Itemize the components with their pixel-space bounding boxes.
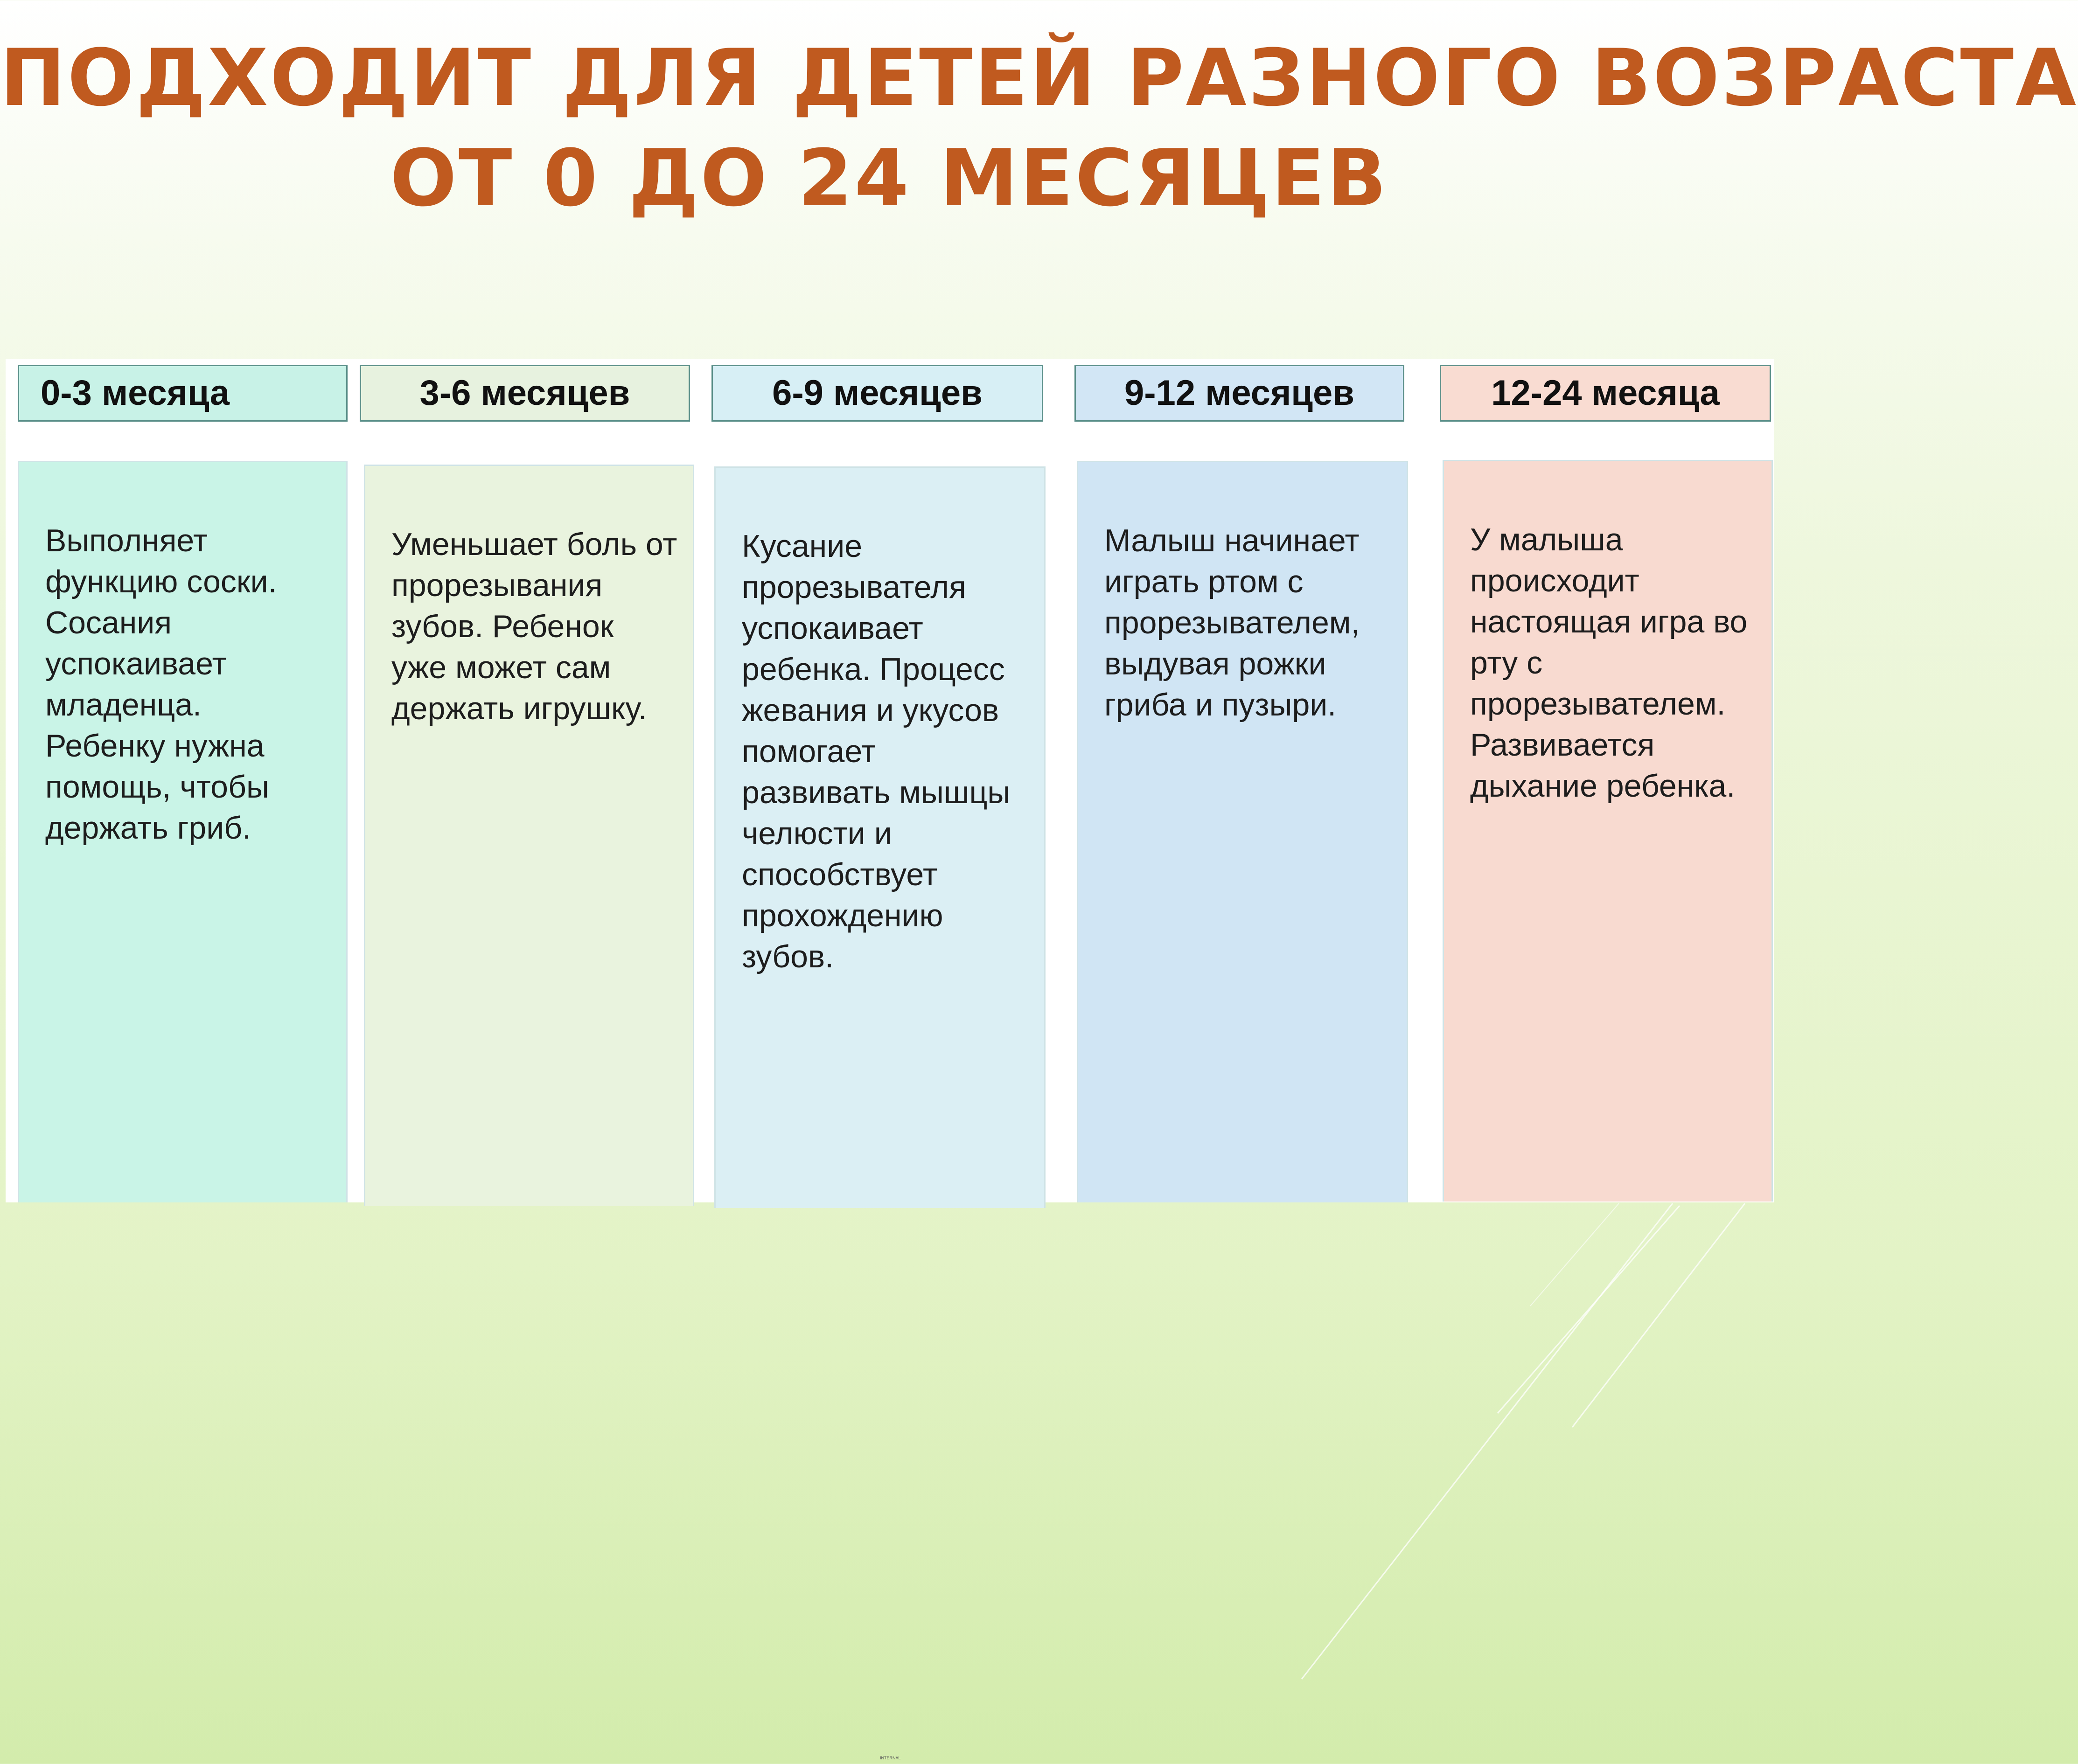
age-card-12-24 — [1443, 460, 1773, 1201]
age-card-text: Кусание прорезывателя успокаивает ребенка. Процесс жевания и укусов помогает развивать мышцы челюсти и способствует прохождению зубов. — [742, 528, 1011, 974]
deco-line — [1498, 1206, 1680, 1413]
age-card-text: Уменьшает боль от прорезывания зубов. Ребенок уже может сам держать игрушку. — [391, 527, 677, 726]
deco-line — [1572, 1203, 1745, 1427]
deco-line — [1530, 1203, 1619, 1306]
age-header-3-6 — [360, 365, 690, 422]
age-header-label: 3-6 месяцев — [419, 373, 630, 413]
age-header-label: 12-24 месяца — [1491, 373, 1720, 413]
age-card-text: Малыш начинает играть ртом с прорезывателем, выдувая рожки гриба и пузыри. — [1104, 523, 1360, 722]
title-line-2: ОТ 0 ДО 24 МЕСЯЦЕВ — [390, 132, 1388, 224]
age-header-label: 9-12 месяцев — [1124, 373, 1355, 413]
footer-tag: INTERNAL — [880, 1756, 901, 1760]
age-header-6-9 — [711, 365, 1043, 422]
age-card-3-6 — [364, 465, 694, 1206]
age-header-label: 0-3 месяца — [41, 373, 230, 413]
age-card-0-3 — [18, 461, 348, 1202]
age-header-0-3 — [18, 365, 348, 422]
age-header-label: 6-9 месяцев — [772, 373, 983, 413]
slide-title — [0, 28, 2078, 229]
age-card-9-12 — [1077, 461, 1408, 1202]
age-card-6-9 — [714, 466, 1046, 1208]
deco-line — [1302, 1203, 1673, 1679]
age-header-9-12 — [1074, 365, 1404, 422]
age-card-text: Выполняет функцию соски. Сосания успокаивает младенца. Ребенку нужна помощь, чтобы держать гриб. — [45, 523, 277, 846]
age-header-12-24 — [1440, 365, 1771, 422]
title-line-1: ПОДХОДИТ ДЛЯ ДЕТЕЙ РАЗНОГО ВОЗРАСТА — [0, 32, 2078, 124]
age-card-text: У малыша происходит настоящая игра во рту с прорезывателем. Развивается дыхание ребенка. — [1470, 522, 1748, 804]
